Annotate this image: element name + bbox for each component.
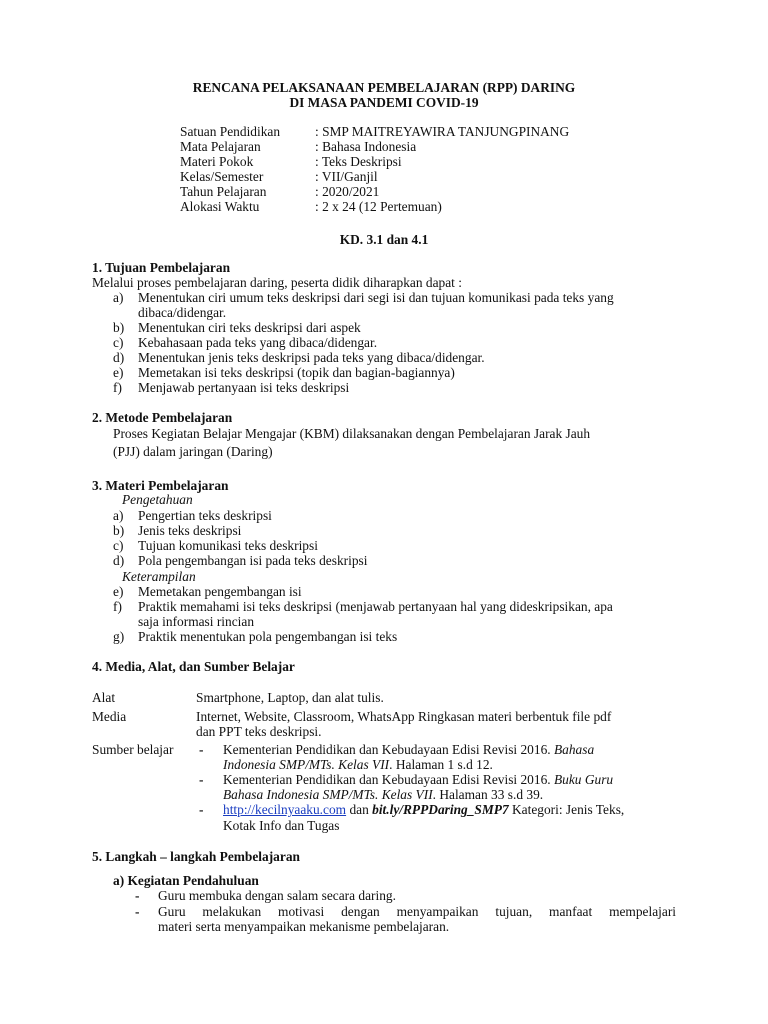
list-text: Praktik menentukan pola pengembangan isi teks bbox=[138, 629, 398, 644]
source-link[interactable]: http://kecilnyaaku.com bbox=[223, 802, 347, 817]
list-marker: d) bbox=[113, 350, 125, 365]
list-marker: b) bbox=[113, 523, 125, 538]
sumber-label: Sumber belajar bbox=[92, 742, 174, 757]
list-item bbox=[0, 553, 768, 569]
source-item-1-line2 bbox=[223, 757, 493, 773]
source-text: . Halaman 33 s.d 39. bbox=[432, 787, 544, 802]
source-short-link: bit.ly/RPPDaring_SMP7 bbox=[372, 802, 509, 817]
list-marker: e) bbox=[113, 365, 124, 380]
list-text: Kebahasaan pada teks yang dibaca/didengar. bbox=[138, 335, 378, 350]
pendahuluan-item-1: Guru membuka dengan salam secara daring. bbox=[158, 888, 396, 903]
identity-value: : Teks Deskripsi bbox=[315, 154, 402, 169]
list-item-continuation bbox=[0, 305, 768, 321]
source-book-title: Indonesia SMP/MTs. Kelas VII bbox=[223, 757, 390, 772]
section-heading-media: 4. Media, Alat, dan Sumber Belajar bbox=[92, 659, 295, 674]
media-label: Media bbox=[92, 709, 127, 724]
source-text: dan bbox=[346, 802, 373, 817]
identity-value: : Bahasa Indonesia bbox=[315, 139, 417, 154]
list-item bbox=[0, 629, 768, 645]
list-marker: b) bbox=[113, 320, 125, 335]
alat-label: Alat bbox=[92, 690, 116, 705]
list-text: Menjawab pertanyaan isi teks deskripsi bbox=[138, 380, 350, 395]
list-item-continuation bbox=[0, 614, 768, 630]
source-text: Kementerian Pendidikan dan Kebudayaan Edisi Revisi 2016. bbox=[223, 772, 554, 787]
identity-label: Materi Pokok bbox=[180, 154, 254, 169]
section-heading-tujuan: 1. Tujuan Pembelajaran bbox=[92, 260, 231, 275]
identity-value: : SMP MAITREYAWIRA TANJUNGPINANG bbox=[315, 124, 570, 139]
identity-value: : 2 x 24 (12 Pertemuan) bbox=[315, 199, 442, 214]
list-dash: - bbox=[199, 772, 204, 787]
list-text: Praktik memahami isi teks deskripsi (menjawab pertanyaan hal yang dideskripsikan, apa bbox=[138, 599, 613, 614]
list-item bbox=[0, 599, 768, 615]
list-text: Pengertian teks deskripsi bbox=[138, 508, 272, 523]
media-value-line1: Internet, Website, Classroom, WhatsApp Ringkasan materi berbentuk file pdf bbox=[196, 709, 612, 724]
list-item bbox=[0, 320, 768, 336]
list-text: dibaca/didengar. bbox=[138, 305, 227, 320]
identity-row bbox=[0, 139, 768, 155]
list-item bbox=[0, 350, 768, 366]
identity-row bbox=[0, 184, 768, 200]
source-item-1-line1 bbox=[223, 742, 594, 758]
kd-heading: KD. 3.1 dan 4.1 bbox=[339, 232, 429, 247]
list-dash: - bbox=[199, 742, 204, 757]
list-item bbox=[0, 538, 768, 554]
list-text: Menentukan ciri teks deskripsi dari aspek bbox=[138, 320, 361, 335]
section-heading-metode: 2. Metode Pembelajaran bbox=[92, 410, 233, 425]
subheading-pendahuluan: a) Kegiatan Pendahuluan bbox=[113, 873, 259, 888]
identity-row bbox=[0, 124, 768, 140]
identity-value: : 2020/2021 bbox=[315, 184, 380, 199]
pendahuluan-item-2-line1: Guru melakukan motivasi dengan menyampaikan tujuan, manfaat mempelajari bbox=[158, 904, 676, 919]
source-book-title: Buku Guru bbox=[553, 772, 614, 787]
alat-value: Smartphone, Laptop, dan alat tulis. bbox=[196, 690, 384, 705]
identity-label: Alokasi Waktu bbox=[180, 199, 260, 214]
list-item bbox=[0, 380, 768, 396]
identity-value: : VII/Ganjil bbox=[315, 169, 378, 184]
list-item bbox=[0, 290, 768, 306]
list-text: Jenis teks deskripsi bbox=[138, 523, 242, 538]
source-book-title: Bahasa bbox=[553, 742, 595, 757]
list-marker: c) bbox=[113, 335, 124, 350]
list-item bbox=[0, 584, 768, 600]
source-item-2-line1 bbox=[223, 772, 613, 788]
list-text: Menentukan ciri umum teks deskripsi dari segi isi dan tujuan komunikasi pada teks yang bbox=[138, 290, 614, 305]
identity-label: Satuan Pendidikan bbox=[180, 124, 281, 139]
list-marker: e) bbox=[113, 584, 124, 599]
section-heading-materi: 3. Materi Pembelajaran bbox=[92, 478, 229, 493]
section-heading-langkah: 5. Langkah – langkah Pembelajaran bbox=[92, 849, 300, 864]
list-marker: c) bbox=[113, 538, 124, 553]
identity-label: Mata Pelajaran bbox=[180, 139, 261, 154]
identity-row bbox=[0, 154, 768, 170]
list-marker: f) bbox=[113, 599, 122, 614]
media-value-line2: dan PPT teks deskripsi. bbox=[196, 724, 322, 739]
identity-label: Tahun Pelajaran bbox=[180, 184, 267, 199]
list-text: Memetakan pengembangan isi bbox=[138, 584, 302, 599]
list-marker: f) bbox=[113, 380, 122, 395]
list-marker: a) bbox=[113, 508, 124, 523]
source-text: . Halaman 1 s.d 12. bbox=[389, 757, 493, 772]
identity-row bbox=[0, 169, 768, 185]
list-item bbox=[0, 508, 768, 524]
document-title-line2: DI MASA PANDEMI COVID-19 bbox=[289, 95, 479, 110]
identity-label: Kelas/Semester bbox=[180, 169, 264, 184]
list-dash: - bbox=[199, 802, 204, 817]
list-text: Memetakan isi teks deskripsi (topik dan bagian-bagiannya) bbox=[138, 365, 455, 380]
metode-text-line1: Proses Kegiatan Belajar Mengajar (KBM) dilaksanakan dengan Pembelajaran Jarak Jauh bbox=[113, 426, 591, 441]
list-text: Pola pengembangan isi pada teks deskripsi bbox=[138, 553, 368, 568]
pendahuluan-item-2-line2: materi serta menyampaikan mekanisme pembelajaran. bbox=[158, 919, 450, 934]
list-item bbox=[0, 365, 768, 381]
source-text: Kementerian Pendidikan dan Kebudayaan Edisi Revisi 2016. bbox=[223, 742, 554, 757]
list-text: Tujuan komunikasi teks deskripsi bbox=[138, 538, 318, 553]
list-marker: g) bbox=[113, 629, 125, 644]
list-dash: - bbox=[135, 904, 140, 919]
list-item bbox=[0, 523, 768, 539]
list-item bbox=[0, 335, 768, 351]
section-intro: Melalui proses pembelajaran daring, peserta didik diharapkan dapat : bbox=[92, 275, 462, 290]
list-marker: a) bbox=[113, 290, 124, 305]
list-text: saja informasi rincian bbox=[138, 614, 255, 629]
list-marker: d) bbox=[113, 553, 125, 568]
source-item-2-line2 bbox=[223, 787, 543, 803]
document-title-line1: RENCANA PELAKSANAAN PEMBELAJARAN (RPP) DARING bbox=[192, 80, 576, 95]
identity-row bbox=[0, 199, 768, 215]
metode-text-line2: (PJJ) dalam jaringan (Daring) bbox=[113, 444, 273, 459]
source-item-3-line2: Kotak Info dan Tugas bbox=[223, 818, 340, 833]
source-text: Kategori: Jenis Teks, bbox=[508, 802, 625, 817]
list-dash: - bbox=[135, 888, 140, 903]
subheading-keterampilan: Keterampilan bbox=[122, 569, 196, 584]
source-book-title: Bahasa Indonesia SMP/MTs. Kelas VII bbox=[223, 787, 433, 802]
source-item-3-line1 bbox=[223, 802, 624, 818]
subheading-pengetahuan: Pengetahuan bbox=[122, 492, 193, 507]
list-text: Menentukan jenis teks deskripsi pada teks yang dibaca/didengar. bbox=[138, 350, 485, 365]
